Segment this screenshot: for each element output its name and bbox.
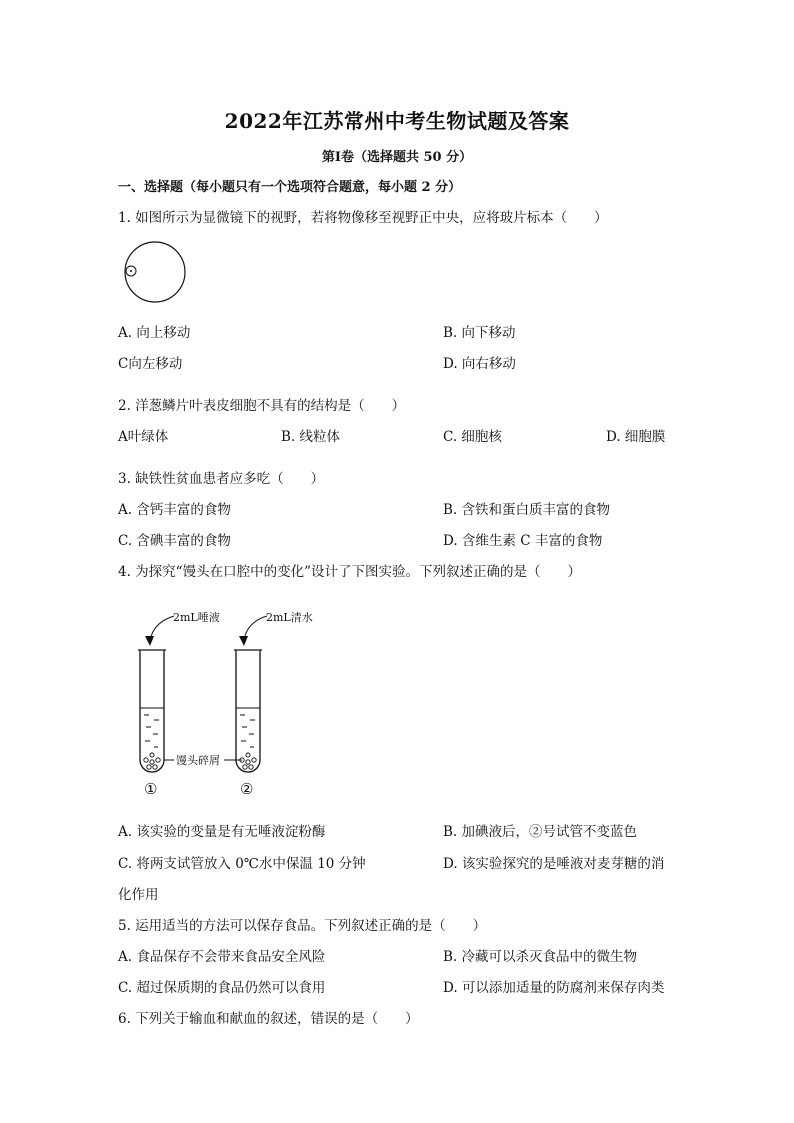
q1-option-a: A. 向上移动: [118, 325, 191, 341]
question-3-stem: 3. 缺铁性贫血患者应多吃（ ）: [118, 471, 325, 487]
q3-option-a: A. 含钙丰富的食物: [118, 502, 231, 518]
q4-option-b: B. 加碘液后，②号试管不变蓝色: [443, 824, 638, 840]
q4-option-c: C. 将两支试管放入 0℃水中保温 10 分钟: [118, 856, 366, 872]
test-tube-experiment-figure: [118, 600, 338, 805]
q4-option-d: D. 该实验探究的是唾液对麦芽糖的消: [443, 856, 665, 872]
q2-option-d: D. 细胞膜: [606, 429, 666, 445]
q3-option-d: D. 含维生素 C 丰富的食物: [443, 533, 603, 549]
q5-option-d: D. 可以添加适量的防腐剂来保存肉类: [443, 980, 665, 996]
water-arrowhead: [239, 636, 248, 646]
question-4-stem: 4. 为探究“馒头在口腔中的变化”设计了下图实验。下列叙述正确的是（ ）: [118, 564, 581, 580]
q4-option-d-continued: 化作用: [118, 887, 159, 903]
q3-option-c: C. 含碘丰富的食物: [118, 533, 231, 549]
q5-option-a: A. 食品保存不会带来食品安全风险: [118, 949, 326, 965]
saliva-label: 2mL唾液: [173, 611, 220, 624]
test-tube-2: [234, 650, 262, 772]
page-title: 2022年江苏常州中考生物试题及答案: [224, 109, 570, 133]
test-tube-1: [138, 650, 166, 772]
q1-option-b: B. 向下移动: [443, 325, 516, 341]
q4-option-a: A. 该实验的变量是有无唾液淀粉酶: [118, 824, 326, 840]
q1-option-c: C向左移动: [118, 356, 183, 372]
question-6-stem: 6. 下列关于输血和献血的叙述，错误的是（ ）: [118, 1011, 419, 1027]
bread-crumbs-label: 馒头碎屑: [176, 754, 220, 767]
page-subtitle: 第Ⅰ卷（选择题共 50 分）: [321, 150, 473, 165]
saliva-arrowhead: [145, 636, 154, 646]
question-5-stem: 5. 运用适当的方法可以保存食品。下列叙述正确的是（ ）: [118, 918, 487, 934]
microscope-field-figure: [118, 240, 190, 306]
tube-2-number: ②: [240, 780, 254, 798]
q2-option-c: C. 细胞核: [443, 429, 502, 445]
q3-option-b: B. 含铁和蛋白质丰富的食物: [443, 502, 611, 518]
question-2-stem: 2. 洋葱鳞片叶表皮细胞不具有的结构是（ ）: [118, 398, 406, 414]
q2-option-a: A叶绿体: [118, 429, 169, 445]
q2-option-b: B. 线粒体: [281, 429, 341, 445]
q5-option-b: B. 冷藏可以杀灭食品中的微生物: [443, 949, 638, 965]
object-image-dot: [130, 270, 132, 272]
tube-1-number: ①: [144, 780, 158, 798]
water-label: 2mL清水: [266, 611, 313, 624]
section-heading: 一、选择题（每小题只有一个选项符合题意，每小题 2 分）: [118, 180, 462, 195]
field-of-view-circle: [125, 242, 185, 302]
q5-option-c: C. 超过保质期的食品仍然可以食用: [118, 980, 326, 996]
q1-option-d: D. 向右移动: [443, 356, 516, 372]
question-1-stem: 1. 如图所示为显微镜下的视野，若将物像移至视野正中央，应将玻片标本（ ）: [118, 210, 608, 226]
